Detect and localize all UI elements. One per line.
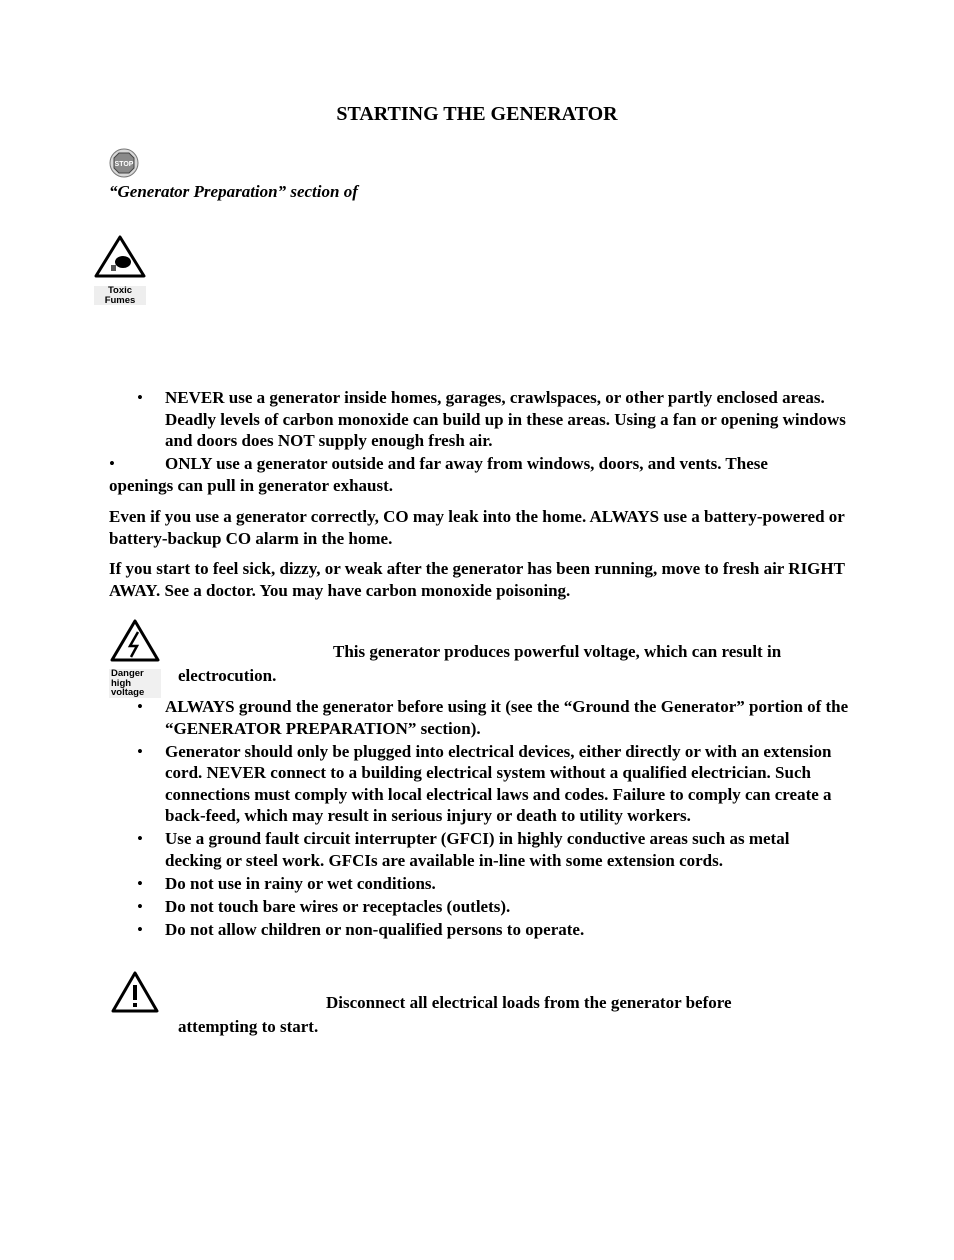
toxic-caption-1: Toxic [107, 285, 133, 296]
bullet-symbol: • [109, 454, 115, 473]
list-item: • Do not touch bare wires or receptacles (outlets). [109, 896, 849, 918]
toxic-caption-2: Fumes [104, 294, 136, 306]
hv-caption-2: voltage [111, 687, 145, 698]
danger-high-voltage-icon [109, 618, 161, 698]
list-item: • Do not allow children or non-qualified persons to operate. [109, 919, 849, 941]
list-item: • Do not use in rainy or wet conditions. [109, 873, 849, 895]
list-item: • ALWAYS ground the generator before using it (see the “Ground the Generator” portion of the “GENERATOR PREPARATION” section). [109, 696, 849, 739]
list-item: • Use a ground fault circuit interrupter (GFCI) in highly conductive areas such as metal decking or steel work. GFCIs are available in-line with some extension cords. [109, 828, 849, 871]
hv-warning-line-2: electrocution. [178, 666, 277, 685]
caution-icon [110, 970, 160, 1014]
co-bullet-list [109, 387, 849, 452]
stop-note: “Generator Preparation” section of [109, 182, 358, 201]
feel-sick-paragraph: If you start to feel sick, dizzy, or weak after the generator has been running, move to fresh air RIGHT AWAY. See a doctor. You may have carbon monoxide poisoning. [109, 559, 845, 600]
list-item: • NEVER use a generator inside homes, garages, crawlspaces, or other partly enclosed areas. Deadly levels of carbon monoxide can build up in these areas. Using a fan or opening windows and doors does NOT supply enough fresh air. [109, 387, 849, 452]
svg-text:STOP: STOP [114, 161, 134, 168]
page-title: STARTING THE GENERATOR [336, 103, 618, 125]
toxic-fumes-icon [94, 235, 146, 306]
only-use-paragraph [109, 453, 849, 496]
hv-caption-1: Danger high [111, 668, 144, 689]
hv-bullet-list [109, 696, 849, 940]
list-item: • Generator should only be plugged into electrical devices, either directly or with an extension cord. NEVER connect to a building electrical system without a qualified electrician. Such connections must comply with local electrical laws and codes. Failure to comply can create a back-feed, which may result in serious injury or death to utility workers. [109, 741, 849, 827]
co-alarm-paragraph: Even if you use a generator correctly, CO may leak into the home. ALWAYS use a battery-powered or battery-backup CO alarm in the home. [109, 507, 845, 548]
hv-warning-line-1: This generator produces powerful voltage, which can result in [333, 642, 782, 661]
only-use-line-1: ONLY use a generator outside and far away from windows, doors, and vents. These [165, 454, 768, 473]
caution-line-2: attempting to start. [178, 1017, 319, 1036]
caution-line-1: Disconnect all electrical loads from the generator before [326, 993, 732, 1012]
only-use-line-2: openings can pull in generator exhaust. [109, 475, 394, 495]
stop-sign-icon [109, 148, 139, 178]
